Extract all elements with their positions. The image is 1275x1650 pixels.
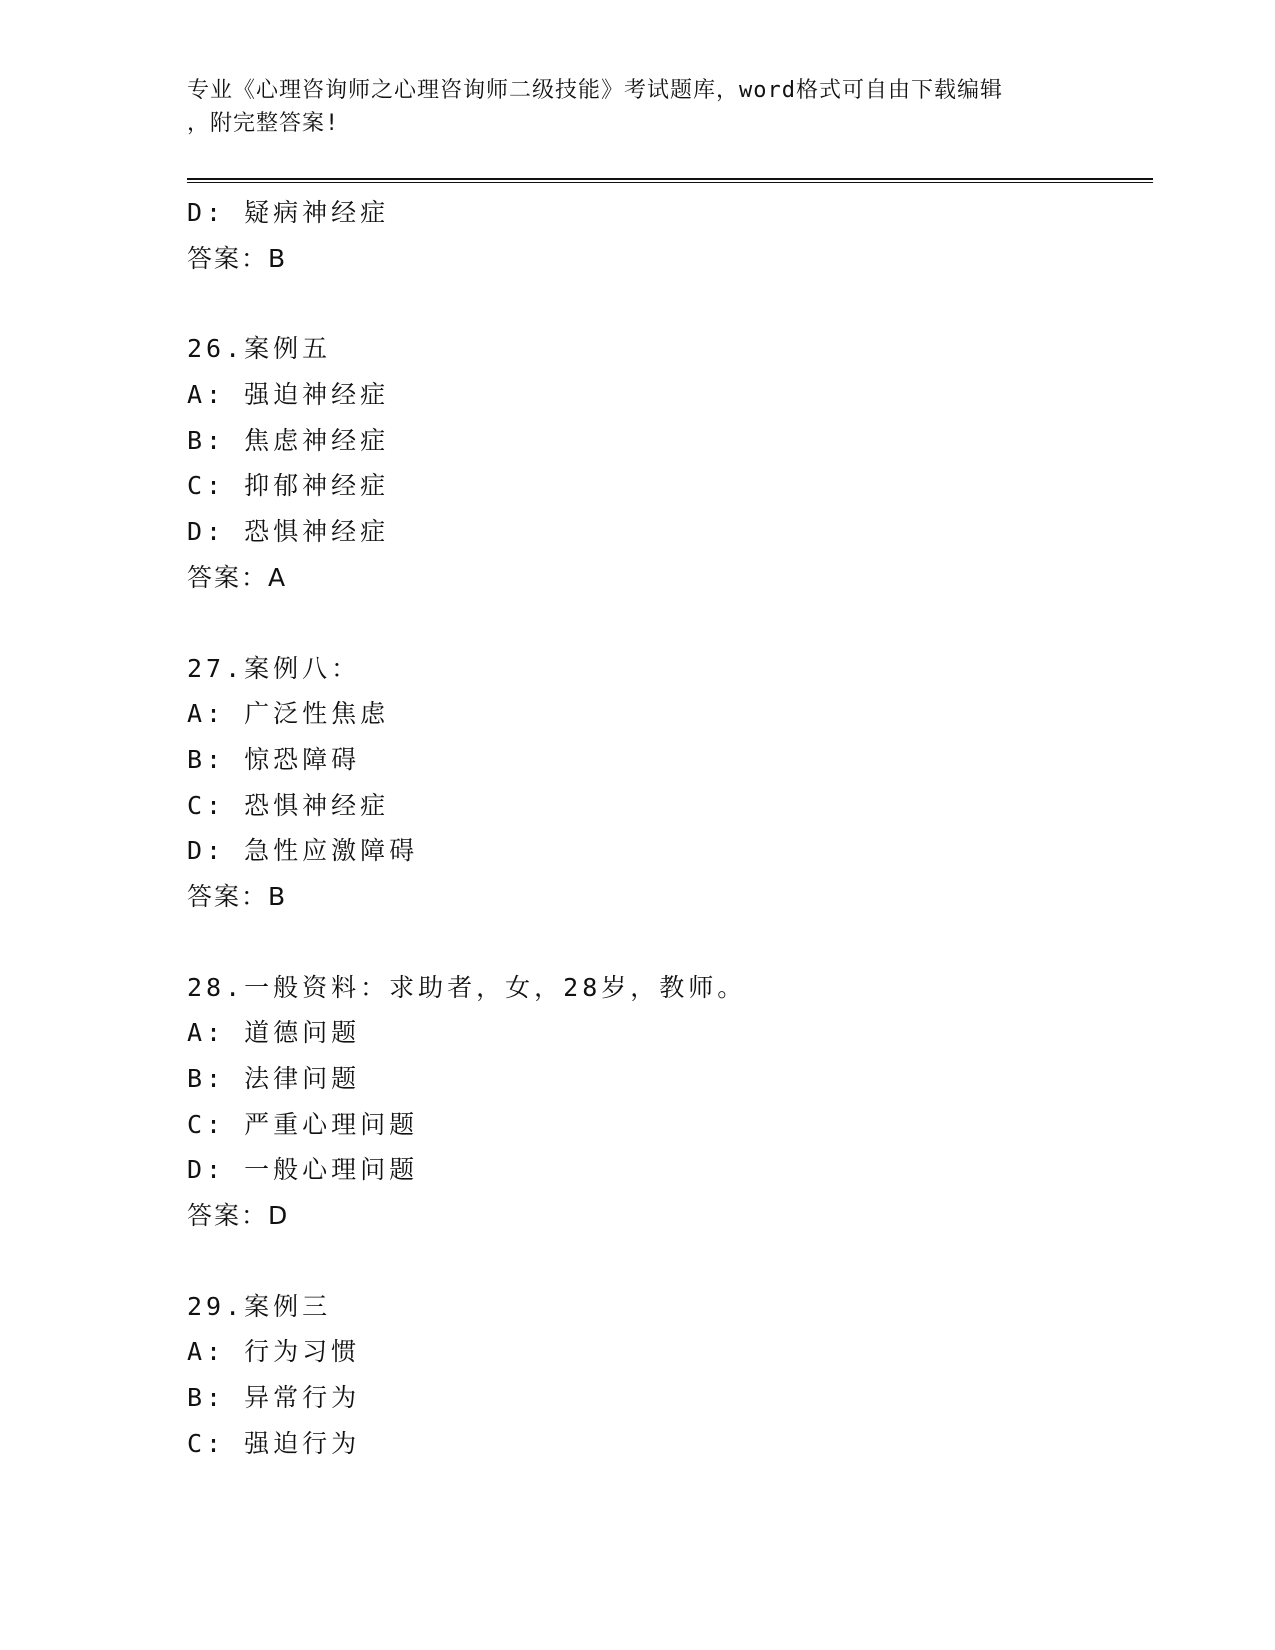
spacer: [187, 281, 1147, 326]
option-b: B: 异常行为: [187, 1383, 361, 1413]
question-list: [187, 190, 1147, 1467]
document-header: [187, 74, 1087, 140]
question-title: 28.一般资料：求助者，女，28岁，教师。: [187, 972, 747, 1002]
option-b: B: 法律问题: [187, 1064, 361, 1093]
carryover-answer: 答案：B: [187, 243, 288, 273]
question-27: [187, 646, 1147, 920]
option-a: A: 道德问题: [187, 1018, 361, 1048]
option-a: A: 强迫神经症: [187, 380, 390, 410]
answer: 答案：D: [187, 1201, 290, 1231]
answer: 答案：A: [187, 562, 288, 592]
question-title: 26.案例五: [187, 334, 332, 364]
option-a: A: 行为习惯: [187, 1337, 361, 1367]
carryover-option-d: D: 疑病神经症: [187, 198, 390, 227]
option-c: C: 恐惧神经症: [187, 790, 390, 820]
option-b: B: 惊恐障碍: [187, 744, 361, 774]
header-line-2: ，附完整答案!: [187, 111, 340, 136]
header-rule-thin: [187, 182, 1153, 183]
spacer: [187, 1239, 1147, 1284]
header-line-1: 专业《心理咨询师之心理咨询师二级技能》考试题库，word格式可自由下载编辑: [187, 78, 1003, 103]
option-a: A: 广泛性焦虑: [187, 699, 390, 729]
question-title: 29.案例三: [187, 1291, 332, 1321]
question-26: [187, 326, 1147, 600]
option-c: C: 抑郁神经症: [187, 471, 390, 501]
answer: 答案：B: [187, 881, 288, 911]
option-c: C: 强迫行为: [187, 1428, 361, 1458]
header-rule-thick: [187, 178, 1153, 180]
question-29: [187, 1284, 1147, 1467]
spacer: [187, 601, 1147, 646]
option-d: D: 一般心理问题: [187, 1155, 419, 1185]
option-d: D: 恐惧神经症: [187, 517, 390, 547]
option-b: B: 焦虑神经症: [187, 425, 390, 455]
option-c: C: 严重心理问题: [187, 1109, 419, 1139]
question-28: [187, 965, 1147, 1239]
option-d: D: 急性应激障碍: [187, 836, 419, 866]
question-title: 27.案例八：: [187, 653, 361, 683]
spacer: [187, 920, 1147, 965]
